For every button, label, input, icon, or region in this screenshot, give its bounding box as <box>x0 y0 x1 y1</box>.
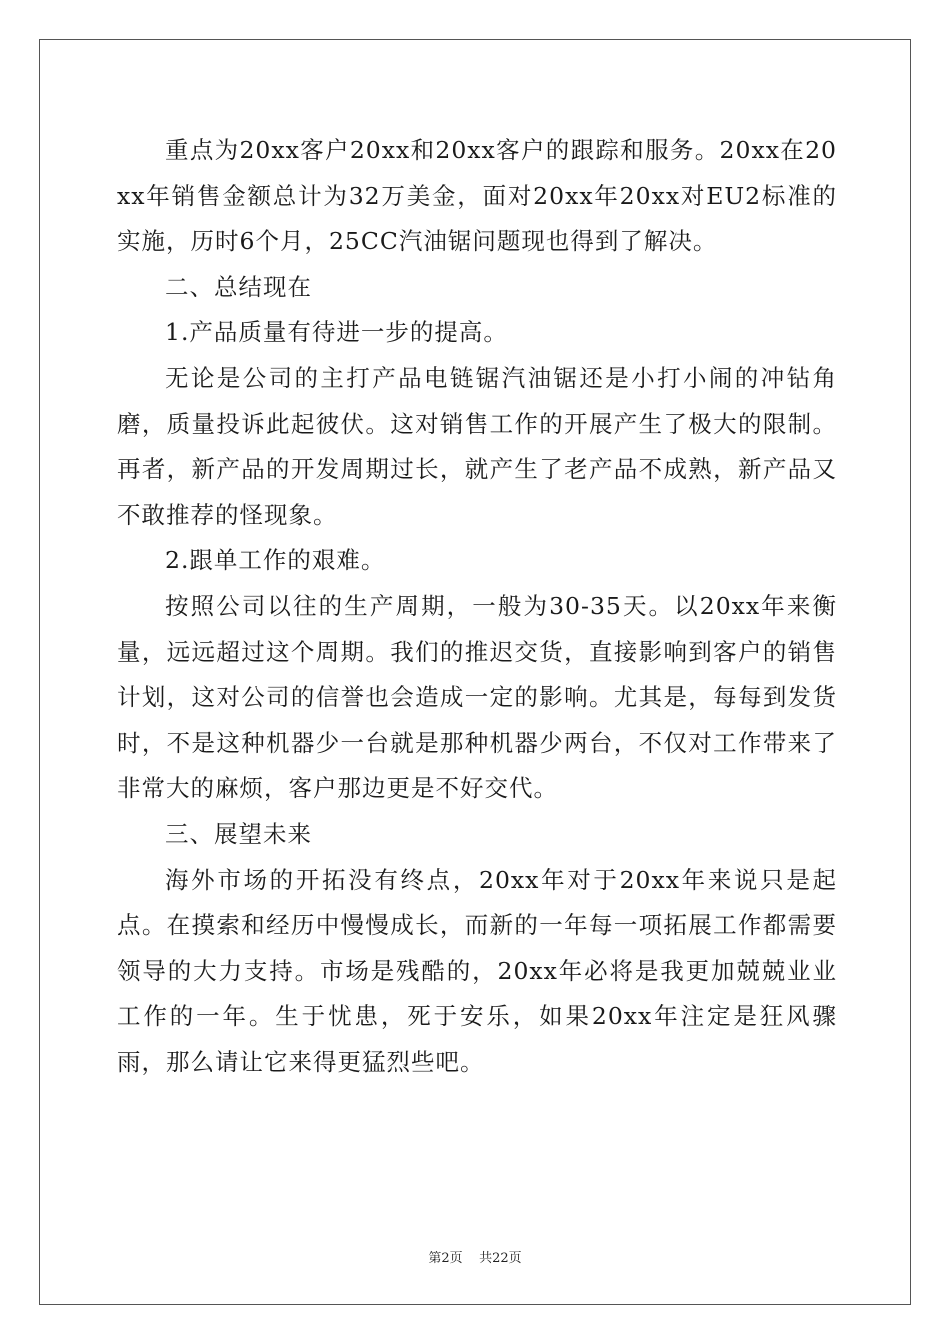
subheading-product-quality: 1.产品质量有待进一步的提高。 <box>165 318 508 347</box>
document-body <box>117 128 837 1085</box>
section-heading-future: 三、展望未来 <box>165 819 312 848</box>
paragraph-product-quality: 无论是公司的主打产品电链锯汽油锯还是小打小闹的冲钻角磨，质量投诉此起彼伏。这对销售工作的开展产生了极大的限制。再者，新产品的开发周期过长，就产生了老产品不成熟，新产品又不敢推荐的怪现象。 <box>117 363 837 529</box>
page-total: 共22页 <box>479 1251 522 1266</box>
section-heading-current: 二、总结现在 <box>165 272 312 301</box>
paragraph-order-tracking: 按照公司以往的生产周期，一般为30-35天。以20xx年来衡量，远远超过这个周期。我们的推迟交货，直接影响到客户的销售计划，这对公司的信誉也会造成一定的影响。尤其是，每每到发货时，不是这种机器少一台就是那种机器少两台，不仅对工作带来了非常大的麻烦，客户那边更是不好交代。 <box>117 591 837 803</box>
paragraph-future-outlook: 海外市场的开拓没有终点，20xx年对于20xx年来说只是起点。在摸索和经历中慢慢成长，而新的一年每一项拓展工作都需要领导的大力支持。市场是残酷的，20xx年必将是我更加兢兢业业工作的一年。生于忧患，死于安乐，如果20xx年注定是狂风骤雨，那么请让它来得更猛烈些吧。 <box>117 865 837 1076</box>
paragraph-summary-intro: 重点为20xx客户20xx和20xx客户的跟踪和服务。20xx在20xx年销售金额总计为32万美金，面对20xx年20xx对EU2标准的实施，历时6个月，25CC汽油锯问题现也得到了解决。 <box>117 136 837 256</box>
page-footer <box>0 1247 950 1266</box>
subheading-order-tracking: 2.跟单工作的艰难。 <box>165 546 386 575</box>
page-number: 第2页 <box>428 1251 463 1266</box>
